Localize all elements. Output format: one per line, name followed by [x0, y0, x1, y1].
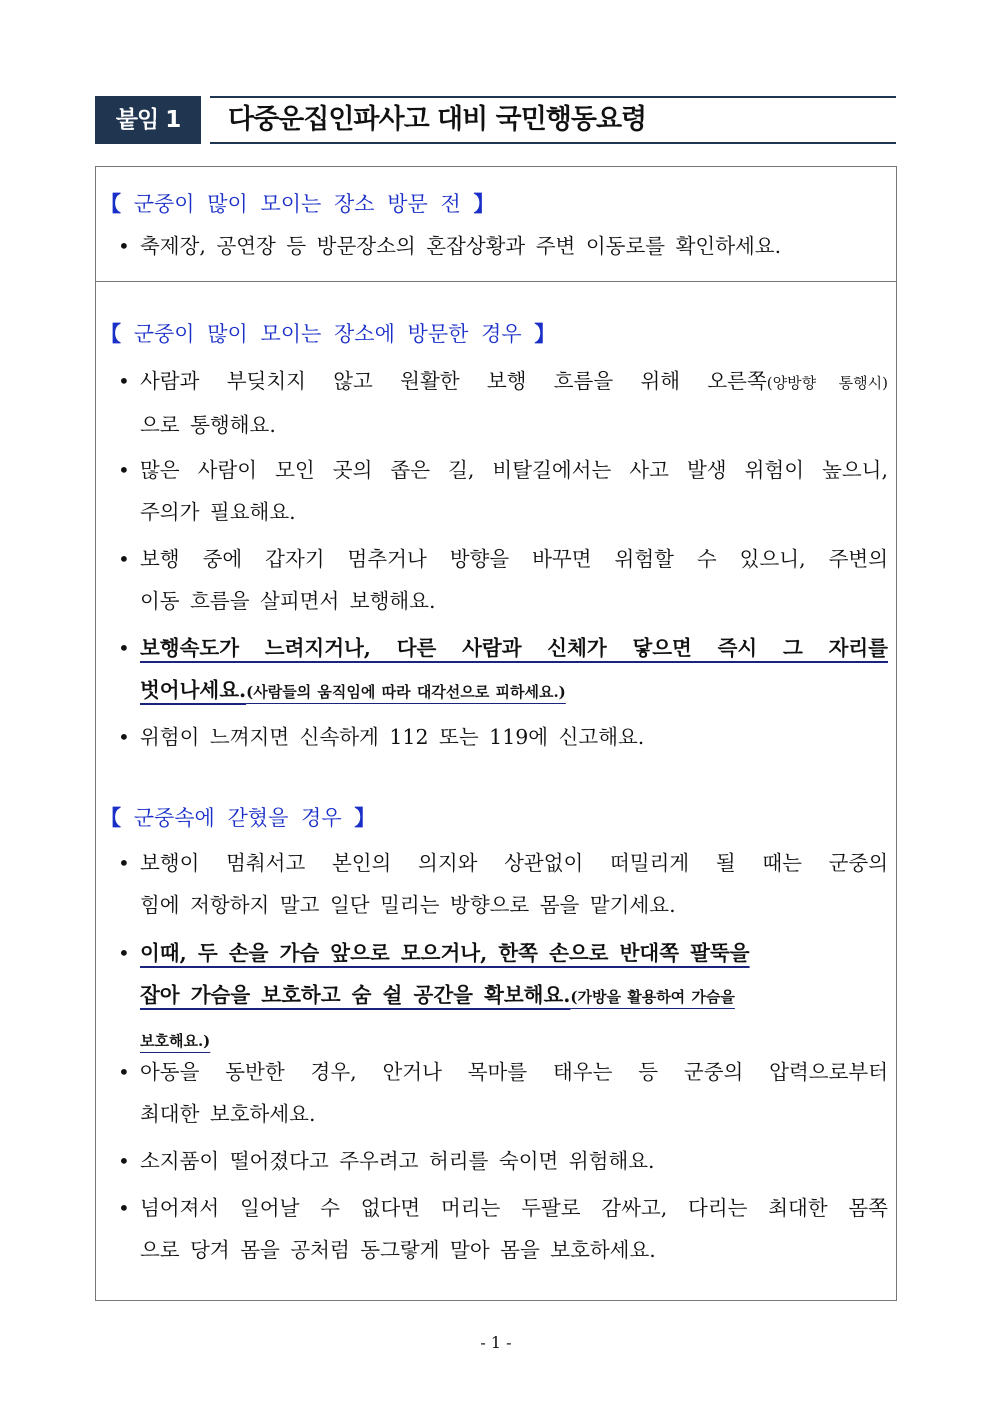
item-text: 이동 흐름을 살피면서 보행해요. [140, 589, 436, 613]
item-text: 위험이 느껴지면 신속하게 112 또는 119에 신고해요. [140, 725, 645, 749]
item-text: 보행 중에 갑자기 멈추거나 방향을 바꾸면 위험할 수 있으니, 주변의 [140, 547, 888, 571]
item-text: 축제장, 공연장 등 방문장소의 혼잡상황과 주변 이동로를 확인하세요. [140, 234, 782, 258]
item-line [140, 449, 888, 491]
page-title: 다중운집인파사고 대비 국민행동요령 [228, 104, 647, 135]
item-line [140, 716, 888, 758]
bullet-icon: • [118, 1060, 130, 1084]
section-heading-text: 군중이 많이 모이는 장소에 방문한 경우 [133, 322, 522, 346]
bullet-icon: • [118, 1149, 130, 1173]
bracket-close: 】 [534, 321, 556, 346]
item-line [140, 974, 888, 1018]
item-text: 주의가 필요해요. [140, 500, 296, 524]
item-line [140, 225, 888, 267]
item-line [140, 1187, 888, 1229]
item-text: 으로 통행해요. [140, 413, 276, 437]
bracket-open: 【 [100, 321, 121, 346]
section-heading-text: 군중속에 갇혔을 경우 [133, 806, 342, 830]
item-line [140, 1093, 888, 1135]
bracket-close: 】 [473, 191, 495, 216]
item-line [140, 884, 888, 926]
item-line [140, 669, 888, 713]
section-heading [100, 319, 555, 349]
bullet-icon: • [118, 1196, 130, 1220]
item-line [140, 580, 888, 622]
section-heading-text: 군중이 많이 모이는 장소 방문 전 [133, 192, 461, 216]
list-item [118, 538, 888, 622]
list-item [118, 449, 888, 533]
bullet-icon: • [118, 851, 130, 875]
bracket-open: 【 [100, 191, 121, 216]
bracket-close: 】 [354, 805, 376, 830]
item-text: 이때, 두 손을 가슴 앞으로 모으거나, 한쪽 손으로 반대쪽 팔뚝을 [140, 941, 750, 965]
item-line [140, 627, 888, 669]
bullet-icon: • [118, 636, 130, 660]
list-item [118, 627, 888, 713]
item-line [140, 1229, 888, 1271]
item-text: 으로 당겨 몸을 공처럼 동그랗게 말아 몸을 보호하세요. [140, 1238, 656, 1262]
item-note: (가방을 활용하여 가슴을 [570, 988, 735, 1006]
section-heading [100, 189, 494, 219]
item-text: 보행이 멈춰서고 본인의 의지와 상관없이 떠밀리게 될 때는 군중의 [140, 851, 888, 875]
item-text: 잡아 가슴을 보호하고 숨 쉴 공간을 확보해요. [140, 983, 571, 1007]
list-item [118, 932, 888, 1062]
item-line [140, 1051, 888, 1093]
item-line [140, 842, 888, 884]
item-text: 힘에 저항하지 말고 일단 밀리는 방향으로 몸을 맡기세요. [140, 893, 676, 917]
item-note: 보호해요.) [140, 1032, 211, 1050]
item-text: 사람과 부딪치지 않고 원활한 보행 흐름을 위해 오른쪽 [140, 369, 767, 393]
title-bar [210, 96, 896, 144]
item-text: 최대한 보호하세요. [140, 1102, 316, 1126]
item-line [140, 360, 888, 404]
bullet-icon: • [118, 547, 130, 571]
item-text: 벗어나세요. [140, 678, 247, 702]
section-divider [95, 281, 896, 282]
list-item [118, 716, 888, 758]
item-line [140, 491, 888, 533]
list-item [118, 225, 888, 267]
bullet-icon: • [118, 941, 130, 965]
list-item [118, 1051, 888, 1135]
item-text: 넘어져서 일어날 수 없다면 머리는 두팔로 감싸고, 다리는 최대한 몸쪽 [140, 1196, 888, 1220]
item-line [140, 1140, 888, 1182]
item-text: 아동을 동반한 경우, 안거나 목마를 태우는 등 군중의 압력으로부터 [140, 1060, 888, 1084]
item-line [140, 538, 888, 580]
list-item [118, 1140, 888, 1182]
page-number: - 1 - [480, 1333, 512, 1352]
item-note: (사람들의 움직임에 따라 대각선으로 피하세요.) [246, 683, 566, 701]
item-note: (양방향 통행시) [766, 374, 888, 392]
item-line [140, 404, 888, 446]
item-text: 보행속도가 느려지거나, 다른 사람과 신체가 닿으면 즉시 그 자리를 [140, 636, 888, 660]
attachment-badge: 붙임 1 [95, 96, 201, 144]
item-text: 많은 사람이 모인 곳의 좁은 길, 비탈길에서는 사고 발생 위험이 높으니, [140, 458, 888, 482]
bullet-icon: • [118, 458, 130, 482]
list-item [118, 360, 888, 446]
section-heading [100, 803, 375, 833]
list-item [118, 1187, 888, 1271]
item-line [140, 932, 888, 974]
item-text: 소지품이 떨어졌다고 주우려고 허리를 숙이면 위험해요. [140, 1149, 655, 1173]
bullet-icon: • [118, 725, 130, 749]
list-item [118, 842, 888, 926]
bullet-icon: • [118, 369, 130, 393]
bracket-open: 【 [100, 805, 121, 830]
bullet-icon: • [118, 234, 130, 258]
